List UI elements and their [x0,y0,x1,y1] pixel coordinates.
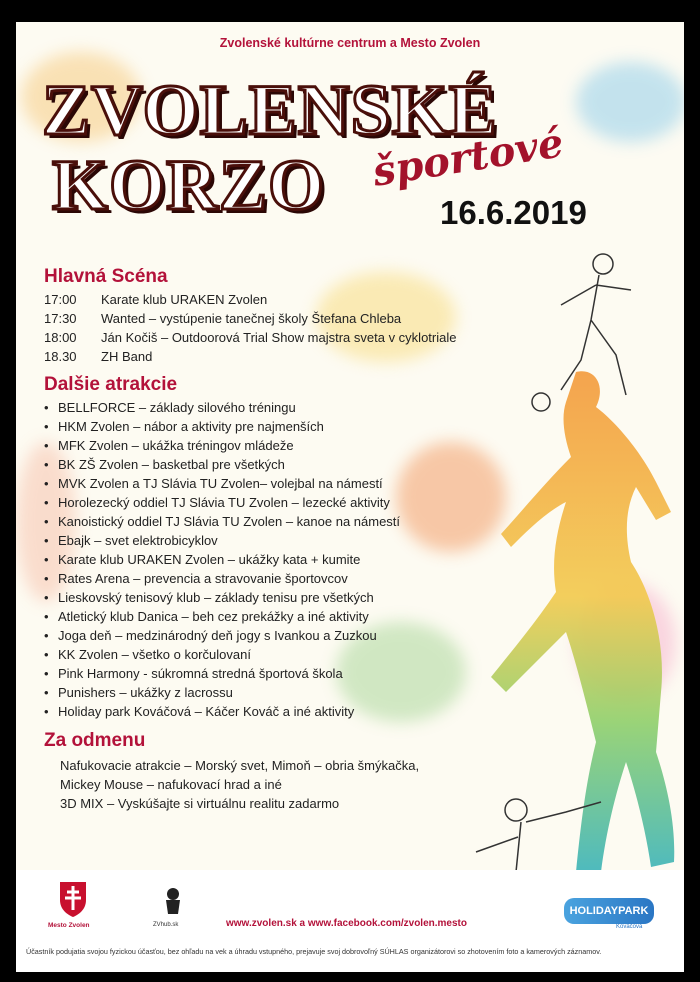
list-item: • Horolezecký oddiel TJ Slávia TU Zvolen – lezecké aktivity [44,493,400,512]
schedule-item: 17:00 Karate klub URAKEN Zvolen [44,292,268,307]
title-line-1: ZVOLENSKÉ [42,70,498,150]
main-stage-heading: Hlavná Scéna [44,266,168,287]
city-logo-label: Mesto Zvolen [48,922,90,929]
list-item: • HKM Zvolen – nábor a aktivity pre najmenších [44,417,400,436]
disclaimer: Účastník podujatia svojou fyzickou účasťou, bez ohľadu na vek a úhradu vstupného, prejavuje svoj dobrovoľný SÚHLAS organizátorovi so zhotovením foto a kamerových záznamov. [26,947,602,956]
title-line-2: KORZO [52,145,326,225]
list-item: Mickey Mouse – nafukovací hrad a iné [60,777,282,792]
event-date: 16.6.2019 [440,194,587,231]
list-item: • Lieskovský tenisový klub – základy tenisu pre všetkých [44,588,400,607]
holidaypark-sub: Kováčová [616,924,643,930]
organizer-line: Zvolenské kultúrne centrum a Mesto Zvolen [219,36,481,50]
main-stage-schedule [44,290,456,366]
list-item: • Ebajk – svet elektrobicyklov [44,531,400,550]
paint-splash [576,62,684,142]
event-poster [16,22,684,972]
schedule-item: 18:00 Ján Kočiš – Outdoorová Trial Show majstra sveta v cyklotriale [44,330,457,345]
holidaypark-logo: HOLIDAYPARK [564,898,654,924]
list-item: • MFK Zvolen – ukážka tréningov mládeže [44,436,400,455]
list-item: • Punishers – ukážky z lacrossu [44,683,400,702]
rewards-list [60,756,419,813]
zvhub-label: ZVhub.sk [153,922,179,928]
list-item: 3D MIX – Vyskúšajte si virtuálnu realitu zadarmo [60,796,340,811]
list-item: • Joga deň – medzinárodný deň jogy s Ivankou a Zuzkou [44,626,400,645]
attractions-heading: Dalšie atrakcie [44,374,178,395]
list-item: • MVK Zvolen a TJ Slávia TU Zvolen– volejbal na námestí [44,474,400,493]
list-item: Nafukovacie atrakcie – Morský svet, Mimoň – obria šmýkačka, [60,758,420,773]
list-item: • Pink Harmony - súkromná stredná športová škola [44,664,400,683]
rewards-heading: Za odmenu [44,730,146,751]
attractions-list [44,398,400,721]
list-item: • Kanoistický oddiel TJ Slávia TU Zvolen – kanoe na námestí [44,512,400,531]
list-item: • Holiday park Kováčová – Káčer Kováč a iné aktivity [44,702,400,721]
list-item: • Rates Arena – prevencia a stravovanie športovcov [44,569,400,588]
schedule-item: 18.30 ZH Band [44,349,153,364]
list-item: • Karate klub URAKEN Zvolen – ukážky kata + kumite [44,550,400,569]
zvhub-mascot-icon [161,886,185,916]
poster-footer [16,870,684,972]
list-item: • Atletický klub Danica – beh cez prekážky a iné aktivity [44,607,400,626]
list-item: • KK Zvolen – všetko o korčulovaní [44,645,400,664]
title-script: športové [369,119,567,196]
list-item: • BK ZŠ Zvolen – basketbal pre všetkých [44,455,400,474]
schedule-item: 17:30 Wanted – vystúpenie tanečnej školy Štefana Chleba [44,311,402,326]
footballer-sketch [521,250,651,420]
zvolen-crest-icon [58,880,88,918]
footer-links[interactable]: www.zvolen.sk a www.facebook.com/zvolen.mesto [226,918,467,929]
list-item: • BELLFORCE – základy silového tréningu [44,398,400,417]
